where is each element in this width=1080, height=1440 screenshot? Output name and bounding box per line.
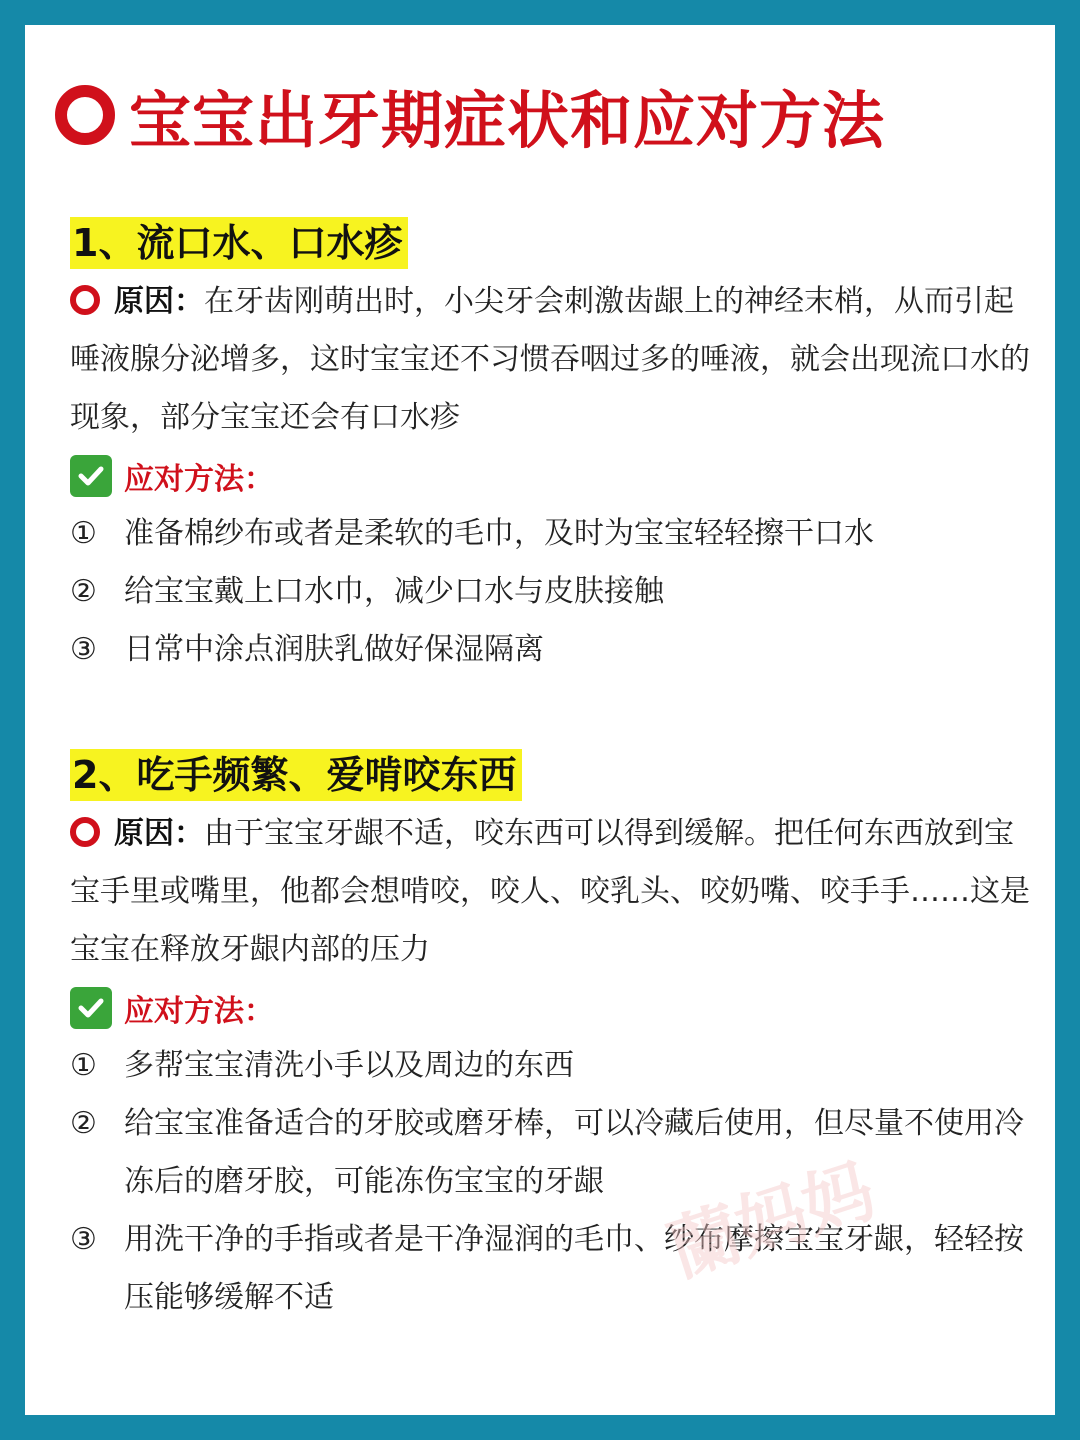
red-ring-icon [70, 817, 100, 847]
list-item [70, 621, 1030, 679]
green-check-icon [70, 455, 112, 497]
method-label: 应对方法： [124, 994, 274, 1029]
page-title: 宝宝出牙期症状和应对方法 [129, 83, 886, 157]
item-number: ② [70, 574, 97, 609]
item-text: 给宝宝戴上口水巾，减少口水与皮肤接触 [124, 574, 664, 609]
red-ring-icon [55, 85, 115, 145]
item-number: ② [70, 1106, 97, 1141]
cause-label: 原因： [114, 816, 204, 851]
cause-text: 在牙齿刚萌出时，小尖牙会刺激齿龈上的神经末梢，从而引起唾液腺分泌增多，这时宝宝还不习惯吞咽过多的唾液，就会出现流口水的现象，部分宝宝还会有口水疹 [70, 284, 1030, 435]
content-card [25, 25, 1055, 1415]
method-label: 应对方法： [124, 462, 274, 497]
red-ring-icon [70, 285, 100, 315]
list-item [70, 1037, 1030, 1095]
cause-text: 由于宝宝牙龈不适，咬东西可以得到缓解。把任何东西放到宝宝手里或嘴里，他都会想啃咬，咬人、咬乳头、咬奶嘴、咬手手……这是宝宝在释放牙龈内部的压力 [70, 816, 1030, 967]
cause-label: 原因： [114, 284, 204, 319]
section-2 [70, 749, 1030, 1327]
section-heading: 1、流口水、口水疹 [70, 217, 408, 269]
item-text: 用洗干净的手指或者是干净湿润的毛巾、纱布摩擦宝宝牙龈，轻轻按压能够缓解不适 [124, 1222, 1024, 1315]
item-text: 准备棉纱布或者是柔软的毛巾，及时为宝宝轻轻擦干口水 [124, 516, 874, 551]
item-text: 日常中涂点润肤乳做好保湿隔离 [124, 632, 544, 667]
list-item [70, 563, 1030, 621]
method-header [70, 447, 1030, 505]
item-text: 多帮宝宝清洗小手以及周边的东西 [124, 1048, 574, 1083]
item-text: 给宝宝准备适合的牙胶或磨牙棒，可以冷藏后使用，但尽量不使用冷冻后的磨牙胶，可能冻伤宝宝的牙龈 [124, 1106, 1024, 1199]
cause-paragraph [70, 805, 1030, 979]
list-item [70, 505, 1030, 563]
list-item [70, 1095, 1030, 1211]
list-item [70, 1211, 1030, 1327]
method-header [70, 979, 1030, 1037]
item-number: ① [70, 516, 97, 551]
section-heading: 2、吃手频繁、爱啃咬东西 [70, 749, 522, 801]
watermark: 蘭妈妈 [659, 1149, 885, 1293]
item-number: ③ [70, 1222, 97, 1257]
title-row [55, 75, 885, 155]
item-number: ① [70, 1048, 97, 1083]
item-number: ③ [70, 632, 97, 667]
section-1 [70, 217, 1030, 679]
green-check-icon [70, 987, 112, 1029]
cause-paragraph [70, 273, 1030, 447]
